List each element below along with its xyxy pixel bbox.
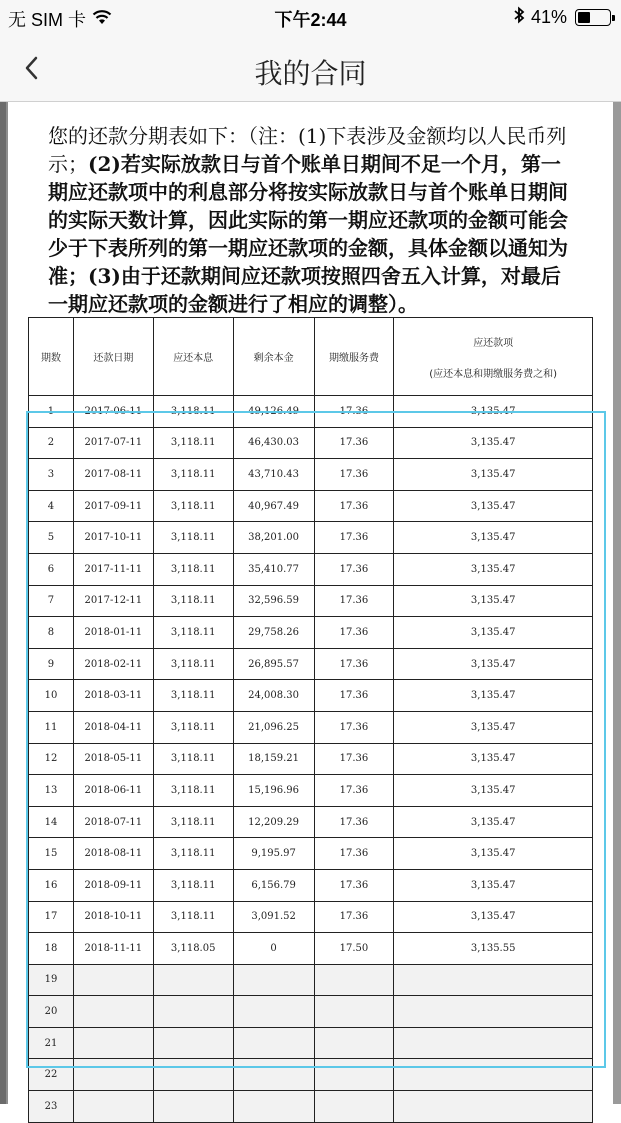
cell-date: 2017-09-11 <box>73 490 153 522</box>
cell-date <box>73 996 153 1028</box>
table-row <box>29 838 593 870</box>
cell-period: 4 <box>29 490 74 522</box>
battery-percent: 41% <box>530 7 567 27</box>
battery-icon <box>575 9 611 26</box>
cell-amount-due: 3,135.47 <box>394 490 593 522</box>
cell-service-fee: 17.36 <box>314 680 394 712</box>
cell-service-fee: 17.36 <box>314 711 394 743</box>
header-amount-due-note: (应还本息和期缴服务费之和) <box>429 368 558 380</box>
table-row <box>29 711 593 743</box>
page-title: 我的合同 <box>254 57 367 90</box>
carrier-label: 无 SIM 卡 <box>8 10 87 30</box>
cell-service-fee: 17.36 <box>314 869 394 901</box>
cell-remaining-principal: 43,710.43 <box>233 459 314 491</box>
cell-principal-interest: 3,118.11 <box>153 553 233 585</box>
table-row <box>29 901 593 933</box>
header-remaining-principal: 剩余本金 <box>233 318 314 396</box>
cell-service-fee: 17.36 <box>314 617 394 649</box>
notice-text-1: 下表涉及金额均以人民币列示； <box>48 124 567 176</box>
cell-principal-interest: 3,118.05 <box>153 933 233 965</box>
cell-amount-due: 3,135.47 <box>394 617 593 649</box>
cell-service-fee <box>314 996 394 1028</box>
cell-principal-interest <box>153 996 233 1028</box>
cell-service-fee <box>314 1059 394 1091</box>
table-row-empty <box>29 1091 593 1123</box>
cell-period: 9 <box>29 648 74 680</box>
status-bar <box>0 0 621 34</box>
table-row <box>29 585 593 617</box>
cell-remaining-principal: 18,159.21 <box>233 743 314 775</box>
cell-principal-interest: 3,118.11 <box>153 743 233 775</box>
table-row <box>29 617 593 649</box>
cell-principal-interest: 3,118.11 <box>153 838 233 870</box>
cell-remaining-principal: 46,430.03 <box>233 427 314 459</box>
table-row <box>29 459 593 491</box>
table-row <box>29 490 593 522</box>
page-shadow-right <box>613 102 621 1104</box>
cell-remaining-principal: 6,156.79 <box>233 869 314 901</box>
cell-date <box>73 1091 153 1123</box>
header-principal-interest: 应还本息 <box>153 318 233 396</box>
cell-remaining-principal: 21,096.25 <box>233 711 314 743</box>
cell-service-fee: 17.36 <box>314 648 394 680</box>
table-row <box>29 427 593 459</box>
header-period: 期数 <box>29 318 74 396</box>
table-row <box>29 869 593 901</box>
cell-date: 2018-03-11 <box>73 680 153 712</box>
cell-period: 19 <box>29 964 74 996</box>
cell-service-fee: 17.36 <box>314 459 394 491</box>
table-row-empty <box>29 964 593 996</box>
cell-service-fee: 17.36 <box>314 585 394 617</box>
cell-amount-due: 3,135.47 <box>394 396 593 428</box>
cell-period: 16 <box>29 869 74 901</box>
cell-service-fee: 17.36 <box>314 522 394 554</box>
table-row <box>29 933 593 965</box>
table-row <box>29 396 593 428</box>
cell-service-fee <box>314 964 394 996</box>
cell-amount-due: 3,135.47 <box>394 711 593 743</box>
header-amount-due <box>394 318 593 396</box>
table-row <box>29 648 593 680</box>
cell-service-fee: 17.36 <box>314 396 394 428</box>
cell-date <box>73 964 153 996</box>
cell-date: 2018-04-11 <box>73 711 153 743</box>
nav-bar <box>0 34 621 102</box>
cell-date: 2018-08-11 <box>73 838 153 870</box>
cell-remaining-principal: 15,196.96 <box>233 775 314 807</box>
schedule-table-wrap <box>24 313 597 1123</box>
cell-amount-due: 3,135.47 <box>394 901 593 933</box>
cell-period: 6 <box>29 553 74 585</box>
cell-date: 2017-10-11 <box>73 522 153 554</box>
cell-amount-due: 3,135.47 <box>394 743 593 775</box>
cell-date: 2017-11-11 <box>73 553 153 585</box>
cell-amount-due <box>394 1027 593 1059</box>
cell-amount-due: 3,135.47 <box>394 648 593 680</box>
cell-service-fee: 17.50 <box>314 933 394 965</box>
cell-principal-interest: 3,118.11 <box>153 522 233 554</box>
notice-lead: 您的还款分期表如下：（注： <box>48 124 298 148</box>
cell-remaining-principal: 35,410.77 <box>233 553 314 585</box>
cell-principal-interest: 3,118.11 <box>153 901 233 933</box>
cell-service-fee: 17.36 <box>314 775 394 807</box>
cell-period: 21 <box>29 1027 74 1059</box>
cell-remaining-principal: 40,967.49 <box>233 490 314 522</box>
cell-principal-interest: 3,118.11 <box>153 396 233 428</box>
cell-remaining-principal: 9,195.97 <box>233 838 314 870</box>
cell-service-fee <box>314 1091 394 1123</box>
cell-principal-interest: 3,118.11 <box>153 617 233 649</box>
status-right <box>513 6 611 29</box>
cell-date: 2017-08-11 <box>73 459 153 491</box>
cell-date: 2017-12-11 <box>73 585 153 617</box>
cell-remaining-principal: 38,201.00 <box>233 522 314 554</box>
cell-date: 2018-11-11 <box>73 933 153 965</box>
cell-period: 14 <box>29 806 74 838</box>
cell-period: 12 <box>29 743 74 775</box>
cell-remaining-principal: 12,209.29 <box>233 806 314 838</box>
cell-principal-interest: 3,118.11 <box>153 427 233 459</box>
cell-amount-due: 3,135.47 <box>394 522 593 554</box>
table-row <box>29 775 593 807</box>
cell-date: 2017-07-11 <box>73 427 153 459</box>
repayment-notice <box>48 122 580 318</box>
battery-tip <box>612 15 615 21</box>
cell-amount-due <box>394 1059 593 1091</box>
table-row <box>29 743 593 775</box>
cell-period: 13 <box>29 775 74 807</box>
cell-amount-due <box>394 996 593 1028</box>
cell-remaining-principal: 29,758.26 <box>233 617 314 649</box>
repayment-schedule-table <box>28 317 593 1123</box>
cell-principal-interest: 3,118.11 <box>153 806 233 838</box>
cell-amount-due: 3,135.55 <box>394 933 593 965</box>
cell-service-fee: 17.36 <box>314 427 394 459</box>
cell-period: 11 <box>29 711 74 743</box>
cell-remaining-principal <box>233 1091 314 1123</box>
cell-period: 2 <box>29 427 74 459</box>
cell-principal-interest: 3,118.11 <box>153 711 233 743</box>
cell-service-fee: 17.36 <box>314 553 394 585</box>
cell-date: 2018-06-11 <box>73 775 153 807</box>
document-viewer[interactable] <box>0 102 621 1112</box>
status-time: 下午2:44 <box>274 10 347 30</box>
cell-principal-interest <box>153 1059 233 1091</box>
cell-date <box>73 1027 153 1059</box>
bluetooth-icon <box>513 6 525 29</box>
cell-date: 2018-01-11 <box>73 617 153 649</box>
cell-period: 17 <box>29 901 74 933</box>
cell-period: 3 <box>29 459 74 491</box>
cell-date: 2018-02-11 <box>73 648 153 680</box>
cell-principal-interest: 3,118.11 <box>153 680 233 712</box>
cell-remaining-principal: 32,596.59 <box>233 585 314 617</box>
cell-remaining-principal: 26,895.57 <box>233 648 314 680</box>
table-row <box>29 806 593 838</box>
cell-service-fee: 17.36 <box>314 490 394 522</box>
cell-amount-due: 3,135.47 <box>394 775 593 807</box>
cell-amount-due: 3,135.47 <box>394 680 593 712</box>
cell-date: 2018-09-11 <box>73 869 153 901</box>
cell-period: 8 <box>29 617 74 649</box>
battery-fill <box>578 12 590 23</box>
notice-text-2: 若实际放款日与首个账单日期间不足一个月，第一期应还款项中的利息部分将按实际放款日与首个账单日期间的实际天数计算，因此实际的第一期应还款项的金额可能会少于下表所列的第一期应还款项的金额，具体金额以通知为准； <box>48 152 568 288</box>
cell-remaining-principal: 49,126.49 <box>233 396 314 428</box>
cell-service-fee <box>314 1027 394 1059</box>
cell-date: 2017-06-11 <box>73 396 153 428</box>
cell-remaining-principal: 3,091.52 <box>233 901 314 933</box>
cell-principal-interest: 3,118.11 <box>153 869 233 901</box>
cell-remaining-principal <box>233 996 314 1028</box>
table-header-row <box>29 318 593 396</box>
cell-principal-interest: 3,118.11 <box>153 775 233 807</box>
table-row-empty <box>29 1059 593 1091</box>
cell-period: 22 <box>29 1059 74 1091</box>
cell-date: 2018-10-11 <box>73 901 153 933</box>
cell-period: 10 <box>29 680 74 712</box>
table-row <box>29 522 593 554</box>
notice-mark-1: (1) <box>298 124 327 148</box>
table-row-empty <box>29 996 593 1028</box>
cell-amount-due <box>394 964 593 996</box>
cell-amount-due: 3,135.47 <box>394 459 593 491</box>
cell-service-fee: 17.36 <box>314 838 394 870</box>
cell-period: 7 <box>29 585 74 617</box>
cell-service-fee: 17.36 <box>314 806 394 838</box>
cell-period: 20 <box>29 996 74 1028</box>
cell-amount-due <box>394 1091 593 1123</box>
cell-period: 5 <box>29 522 74 554</box>
cell-date: 2018-05-11 <box>73 743 153 775</box>
cell-amount-due: 3,135.47 <box>394 869 593 901</box>
cell-service-fee: 17.36 <box>314 743 394 775</box>
page-shadow-left <box>0 102 6 1104</box>
cell-period: 15 <box>29 838 74 870</box>
cell-remaining-principal: 0 <box>233 933 314 965</box>
cell-amount-due: 3,135.47 <box>394 427 593 459</box>
cell-amount-due: 3,135.47 <box>394 838 593 870</box>
header-date: 还款日期 <box>73 318 153 396</box>
cell-period: 18 <box>29 933 74 965</box>
cell-principal-interest: 3,118.11 <box>153 490 233 522</box>
cell-date <box>73 1059 153 1091</box>
cell-amount-due: 3,135.47 <box>394 553 593 585</box>
cell-principal-interest <box>153 1091 233 1123</box>
cell-principal-interest: 3,118.11 <box>153 585 233 617</box>
cell-date: 2018-07-11 <box>73 806 153 838</box>
table-body <box>29 396 593 1123</box>
cell-principal-interest: 3,118.11 <box>153 459 233 491</box>
table-row <box>29 553 593 585</box>
cell-amount-due: 3,135.47 <box>394 806 593 838</box>
notice-text-3: 由于还款期间应还款项按照四舍五入计算，对最后一期应还款项的金额进行了相应的调整）。 <box>48 264 561 316</box>
cell-remaining-principal <box>233 1059 314 1091</box>
cell-remaining-principal <box>233 964 314 996</box>
header-amount-due-title: 应还款项 <box>473 337 514 349</box>
cell-period: 23 <box>29 1091 74 1123</box>
notice-mark-2: (2) <box>88 152 121 176</box>
cell-period: 1 <box>29 396 74 428</box>
cell-remaining-principal: 24,008.30 <box>233 680 314 712</box>
table-row <box>29 680 593 712</box>
cell-service-fee: 17.36 <box>314 901 394 933</box>
cell-remaining-principal <box>233 1027 314 1059</box>
notice-mark-3: (3) <box>88 264 121 288</box>
cell-principal-interest <box>153 1027 233 1059</box>
cell-principal-interest <box>153 964 233 996</box>
table-row-empty <box>29 1027 593 1059</box>
cell-principal-interest: 3,118.11 <box>153 648 233 680</box>
header-service-fee: 期缴服务费 <box>314 318 394 396</box>
cell-amount-due: 3,135.47 <box>394 585 593 617</box>
